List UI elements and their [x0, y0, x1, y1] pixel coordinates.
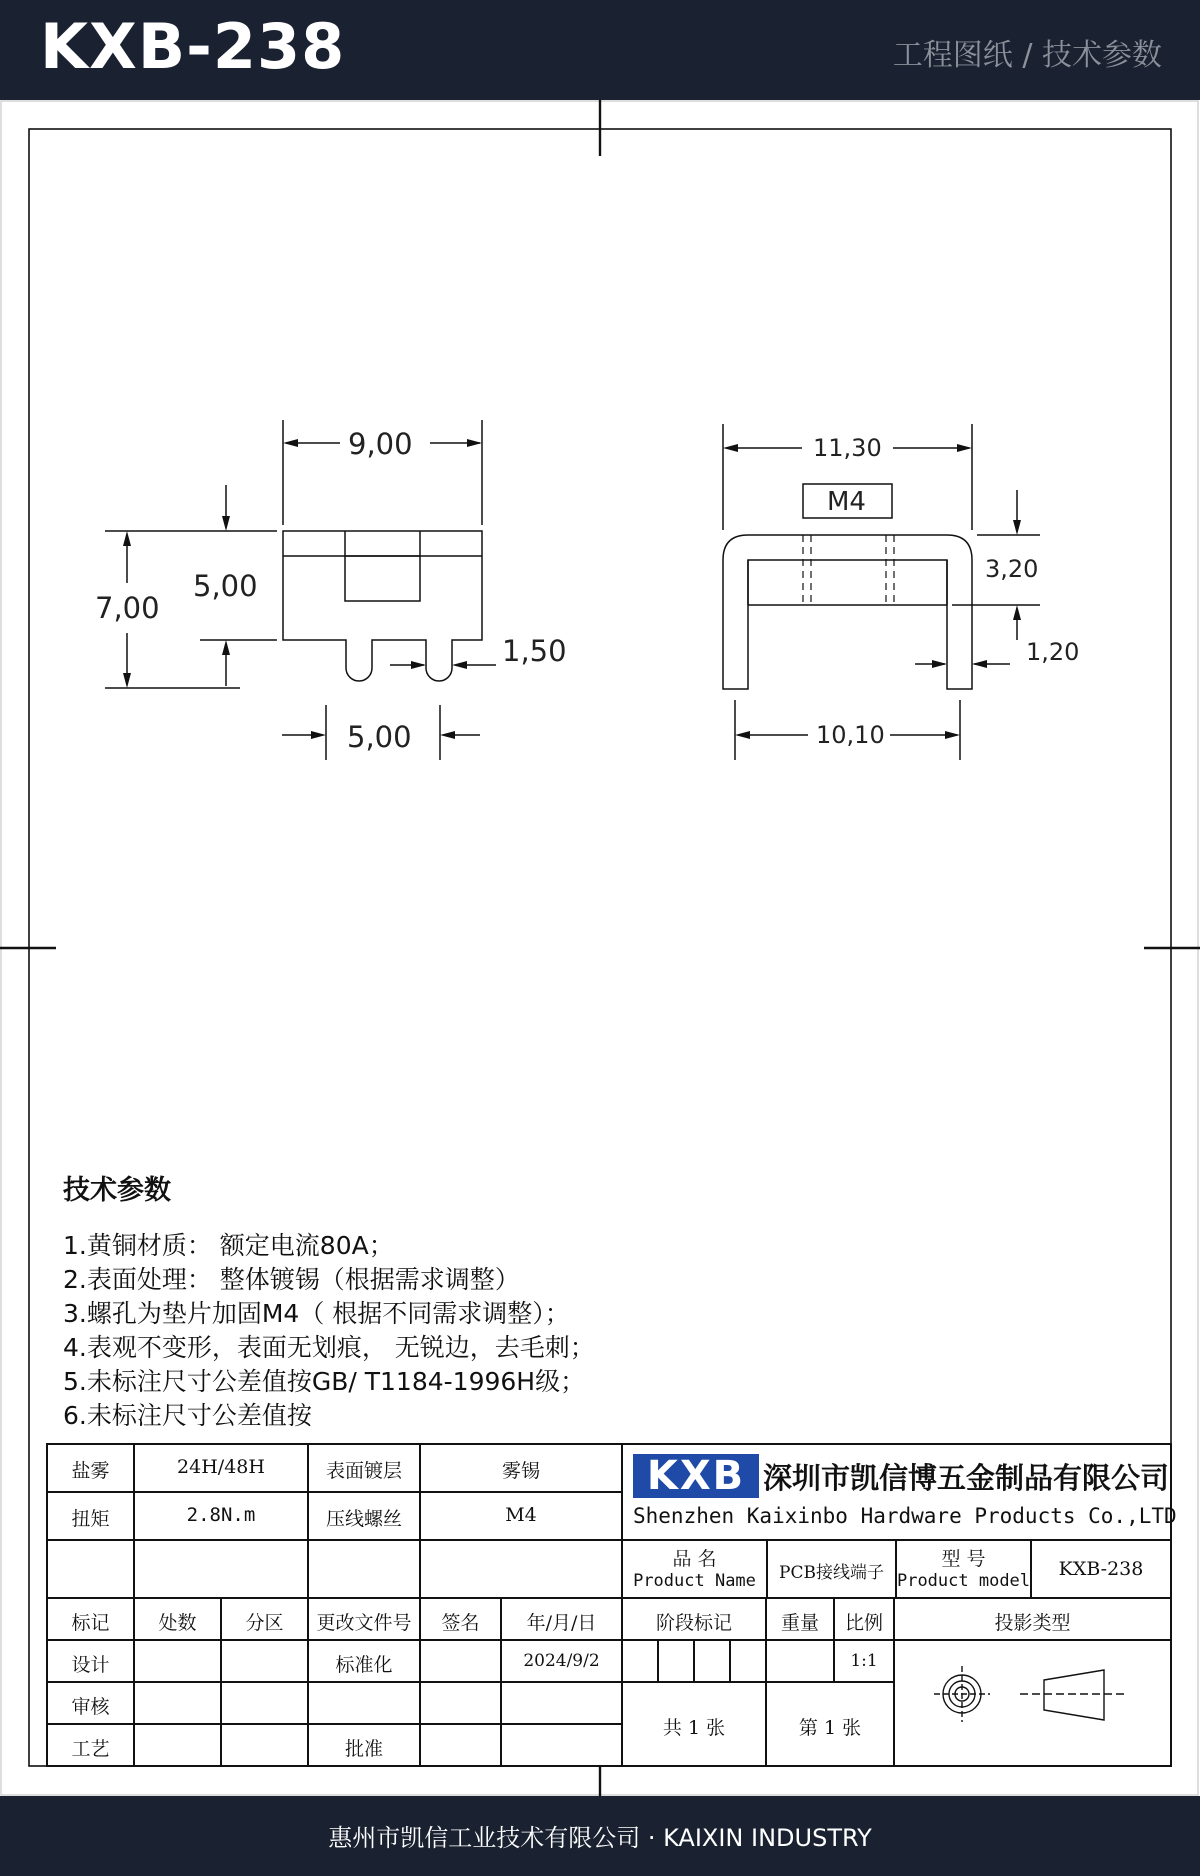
col-zone: 分区 — [245, 1612, 284, 1634]
product-model-label-en: Product model — [896, 1571, 1031, 1591]
tech-params — [63, 1168, 595, 1433]
col-doc: 更改文件号 — [316, 1612, 412, 1634]
weight-label: 重量 — [780, 1612, 819, 1634]
scale-value: 1:1 — [850, 1651, 878, 1671]
tech-params-title: 技术参数 — [63, 1175, 171, 1206]
tech-line: 6.未标注尺寸公差值按 — [63, 1401, 312, 1430]
torque-value: 2.8N.m — [186, 1504, 256, 1526]
product-name-label-cn: 品 名 — [672, 1548, 717, 1570]
right-view — [723, 424, 1040, 760]
drawing-sheet — [0, 100, 1200, 1796]
standardize-label: 标准化 — [335, 1654, 393, 1676]
col-mark: 标记 — [71, 1612, 110, 1634]
company-logo: KXB — [633, 1454, 759, 1498]
process-label: 工艺 — [71, 1738, 110, 1760]
dim-width-outer: 11,30 — [813, 434, 882, 462]
dim-height-top: 3,20 — [985, 555, 1039, 583]
model-title: KXB-238 — [40, 10, 346, 83]
projection-symbol — [934, 1666, 1128, 1722]
company-name-en: Shenzhen Kaixinbo Hardware Products Co.,LTD — [633, 1504, 1177, 1528]
left-view — [105, 420, 496, 760]
scale-label: 比例 — [844, 1612, 883, 1634]
col-sign: 签名 — [441, 1612, 480, 1634]
dim-height-total: 7,00 — [95, 591, 160, 625]
dim-height-body: 5,00 — [193, 569, 258, 603]
dim-pin-pitch: 5,00 — [347, 720, 412, 754]
col-count: 处数 — [158, 1612, 197, 1634]
date-value: 2024/9/2 — [523, 1651, 600, 1671]
tech-line: 4.表观不变形，表面无划痕， 无锐边，去毛刺； — [63, 1333, 595, 1362]
design-label: 设计 — [71, 1654, 110, 1676]
dim-width-top: 9,00 — [348, 427, 413, 461]
tech-line: 5.未标注尺寸公差值按GB/ T1184-1996H级； — [63, 1367, 586, 1396]
approve-label: 批准 — [344, 1738, 383, 1760]
product-model-value: KXB-238 — [1058, 1558, 1144, 1580]
plating-value: 雾锡 — [501, 1460, 540, 1482]
review-label: 审核 — [71, 1696, 110, 1718]
plating-label: 表面镀层 — [325, 1460, 402, 1482]
projection-label: 投影类型 — [994, 1612, 1071, 1634]
dim-thickness: 1,20 — [1026, 638, 1080, 666]
dim-width-inner: 10,10 — [816, 721, 885, 749]
footer-text: 惠州市凯信工业技术有限公司 · KAIXIN INDUSTRY — [328, 1824, 872, 1852]
screw-value: M4 — [505, 1504, 537, 1526]
salt-spray-label: 盐雾 — [71, 1460, 110, 1482]
header-bar — [0, 0, 1200, 100]
screw-label-cell: 压线螺丝 — [325, 1508, 402, 1530]
stage-mark: 阶段标记 — [655, 1612, 732, 1634]
total-sheets: 共 1 张 — [662, 1717, 726, 1739]
company-name-cn: 深圳市凯信博五金制品有限公司 — [763, 1461, 1170, 1495]
tech-line: 2.表面处理： 整体镀锡（根据需求调整） — [63, 1265, 520, 1294]
product-name-value: PCB接线端子 — [779, 1563, 884, 1583]
product-name-label-en: Product Name — [633, 1571, 756, 1591]
header-subtitle: 工程图纸 / 技术参数 — [892, 38, 1162, 73]
screw-label: M4 — [827, 487, 866, 517]
torque-label: 扭矩 — [71, 1508, 110, 1530]
salt-spray-value: 24H/48H — [177, 1456, 265, 1478]
tech-line: 3.螺孔为垫片加固M4（ 根据不同需求调整）； — [63, 1299, 570, 1328]
dim-slot-width: 1,50 — [502, 634, 567, 668]
footer-bar — [0, 1796, 1200, 1876]
sheet-number: 第 1 张 — [798, 1717, 862, 1739]
product-model-label-cn: 型 号 — [941, 1548, 986, 1570]
tech-line: 1.黄铜材质： 额定电流80A； — [63, 1231, 394, 1260]
col-date: 年/月/日 — [526, 1612, 597, 1634]
